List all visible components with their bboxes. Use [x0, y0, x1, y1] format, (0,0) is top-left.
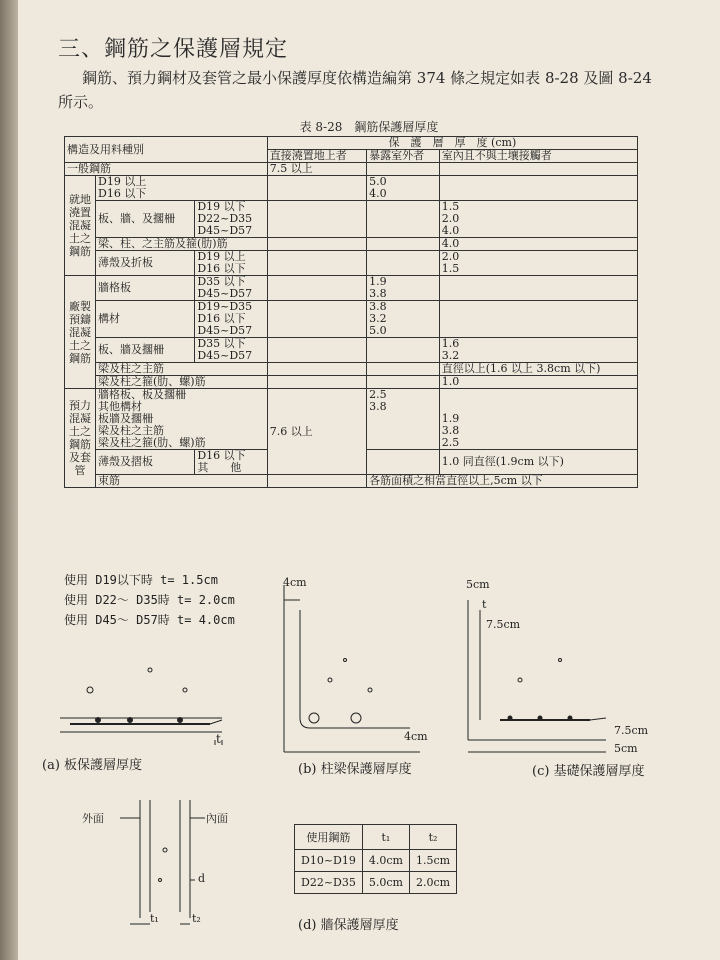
section-heading: 三、鋼筋之保護層規定 [58, 37, 289, 62]
cell: 2.0 [441, 250, 460, 263]
column-top-dim: 4cm [283, 576, 307, 589]
cell: 2.5 [441, 436, 460, 449]
cell: D45~D57 [197, 224, 253, 237]
cell: 直徑以上(1.6 以上 3.8cm 以下) [439, 363, 637, 376]
cell: 牆格板 [96, 276, 195, 301]
wall-diagram [120, 800, 205, 924]
group-precast: 廠製預鑄混凝土之鋼筋 [65, 276, 96, 389]
cell: 牆格板、板及擱柵 [98, 388, 186, 401]
row-general-val: 7.5 以上 [267, 163, 366, 176]
cell: D19 以上 [197, 250, 246, 263]
column-bottom-dim: 4cm [404, 730, 428, 743]
cell: 4.0 [441, 224, 460, 237]
header-col3: 室內且不與土壤接觸者 [439, 150, 637, 163]
cell: 1.0 [439, 376, 637, 389]
cell: 梁及柱之箍(肋、螺)筋 [96, 376, 268, 389]
cell: 7.6 以上 [267, 389, 366, 475]
slab-diagram [60, 668, 222, 745]
foundation-5: 5cm [614, 742, 638, 755]
cell: D45~D57 [197, 324, 253, 337]
figure-a-caption: (a) 板保護層厚度 [42, 758, 143, 773]
small-cell: 1.5cm [409, 850, 456, 872]
cell: 2.0 [441, 212, 460, 225]
header-col2: 暴露室外者 [367, 150, 440, 163]
note-line: 使用 D45～ D57時 t= 4.0cm [64, 613, 235, 627]
cell: D45~D57 [197, 349, 253, 362]
cell: 梁及柱之主筋 [98, 424, 164, 437]
cell: 構材 [96, 301, 195, 338]
cell: 各筋面積之相當直徑以上,5cm 以下 [367, 475, 638, 488]
cell: D19~D35 [197, 300, 253, 313]
cell: D22~D35 [197, 212, 253, 225]
foundation-75b: 7.5cm [614, 724, 649, 737]
cell: 3.8 [369, 287, 387, 300]
figure-d-caption: (d) 牆保護層厚度 [298, 918, 399, 933]
cell: 1.9 [441, 412, 460, 425]
cell: 梁、柱、之主筋及箍(肋)筋 [96, 238, 268, 251]
wall-t1-label: t₁ [150, 912, 159, 925]
cell: 4.0 [369, 187, 387, 200]
cell: 3.2 [441, 349, 460, 362]
header-material: 構造及用料種別 [65, 137, 268, 163]
cell: 1.9 [369, 275, 387, 288]
cell: D16 以下 [197, 449, 246, 462]
cell: 1.6 [441, 337, 460, 350]
cell: 其他構材 [98, 400, 142, 413]
cell: 薄殼及摺板 [96, 450, 195, 475]
cell: D45~D57 [197, 287, 253, 300]
cell: 3.8 [441, 424, 460, 437]
group-cast-in-place: 就地澆置混凝土之鋼筋 [65, 176, 96, 276]
cell: 1.5 [441, 262, 460, 275]
cell: 3.8 [369, 400, 387, 413]
foundation-t: t [482, 598, 487, 611]
cell: 3.8 [369, 300, 387, 313]
cell: 5.0 [369, 324, 387, 337]
cell: 1.0 同直徑(1.9cm 以下) [439, 450, 637, 475]
wall-outside-label: 外面 [82, 812, 104, 825]
small-header: t₂ [409, 825, 456, 850]
cell: D16 以下 [197, 262, 246, 275]
small-header: t₁ [362, 825, 409, 850]
cell: D16 以下 [98, 187, 147, 200]
cell: 薄殼及折板 [96, 251, 195, 276]
cell: D35 以下 [197, 337, 246, 350]
intro-paragraph: 鋼筋、預力鋼材及套管之最小保護厚度依構造編第 374 條之規定如表 8-28 及圖 8-24 所示。 [58, 69, 652, 111]
cell: D35 以下 [197, 275, 246, 288]
cell: 3.2 [369, 312, 387, 325]
note-line: 使用 D19以下時 t= 1.5cm [64, 573, 218, 587]
cell: 板牆及擱柵 [98, 412, 153, 425]
column-beam-diagram [284, 585, 420, 752]
cell: D19 以下 [197, 200, 246, 213]
cell: 1.5 [441, 200, 460, 213]
wall-inside-label: 內面 [206, 812, 228, 825]
wall-bar-table [294, 824, 457, 894]
cell: 板、牆、及擱柵 [96, 201, 195, 238]
figure-c-caption: (c) 基礎保護層厚度 [532, 764, 645, 779]
small-cell: 2.0cm [409, 872, 456, 894]
cell: 4.0 [439, 238, 637, 251]
cell: 5.0 [369, 175, 387, 188]
cell: 板、牆及擱柵 [96, 338, 195, 363]
cell: D16 以下 [197, 312, 246, 325]
row-general: 一般鋼筋 [65, 163, 268, 176]
cell: D19 以上 [98, 175, 147, 188]
cell: 2.5 [369, 388, 387, 401]
note-line: 使用 D22～ D35時 t= 2.0cm [64, 593, 235, 607]
small-header: 使用鋼筋 [295, 825, 363, 850]
group-prestressed: 預力混凝土之鋼筋及套管 [65, 389, 96, 488]
cell: 梁及柱之箍(肋、螺)筋 [98, 436, 206, 449]
small-cell: D22~D35 [295, 872, 363, 894]
small-cell: D10~D19 [295, 850, 363, 872]
wall-t2-label: t₂ [192, 912, 201, 925]
wall-d-label: d [198, 872, 206, 885]
table-caption: 表 8-28 鋼筋保護層厚度 [299, 120, 439, 134]
header-cover: 保 護 層 厚 度 (cm) [267, 137, 637, 150]
header-col1: 直接澆置地上者 [267, 150, 366, 163]
slab-t-label: t [216, 732, 221, 746]
cell: 其 他 [197, 461, 242, 474]
cell: 梁及柱之主筋 [96, 363, 268, 376]
foundation-top-dim: 5cm [466, 578, 490, 591]
cell: 束筋 [96, 475, 268, 488]
small-cell: 5.0cm [362, 872, 409, 894]
foundation-75a: 7.5cm [486, 618, 521, 631]
figure-b-caption: (b) 柱梁保護層厚度 [298, 762, 412, 777]
small-cell: 4.0cm [362, 850, 409, 872]
